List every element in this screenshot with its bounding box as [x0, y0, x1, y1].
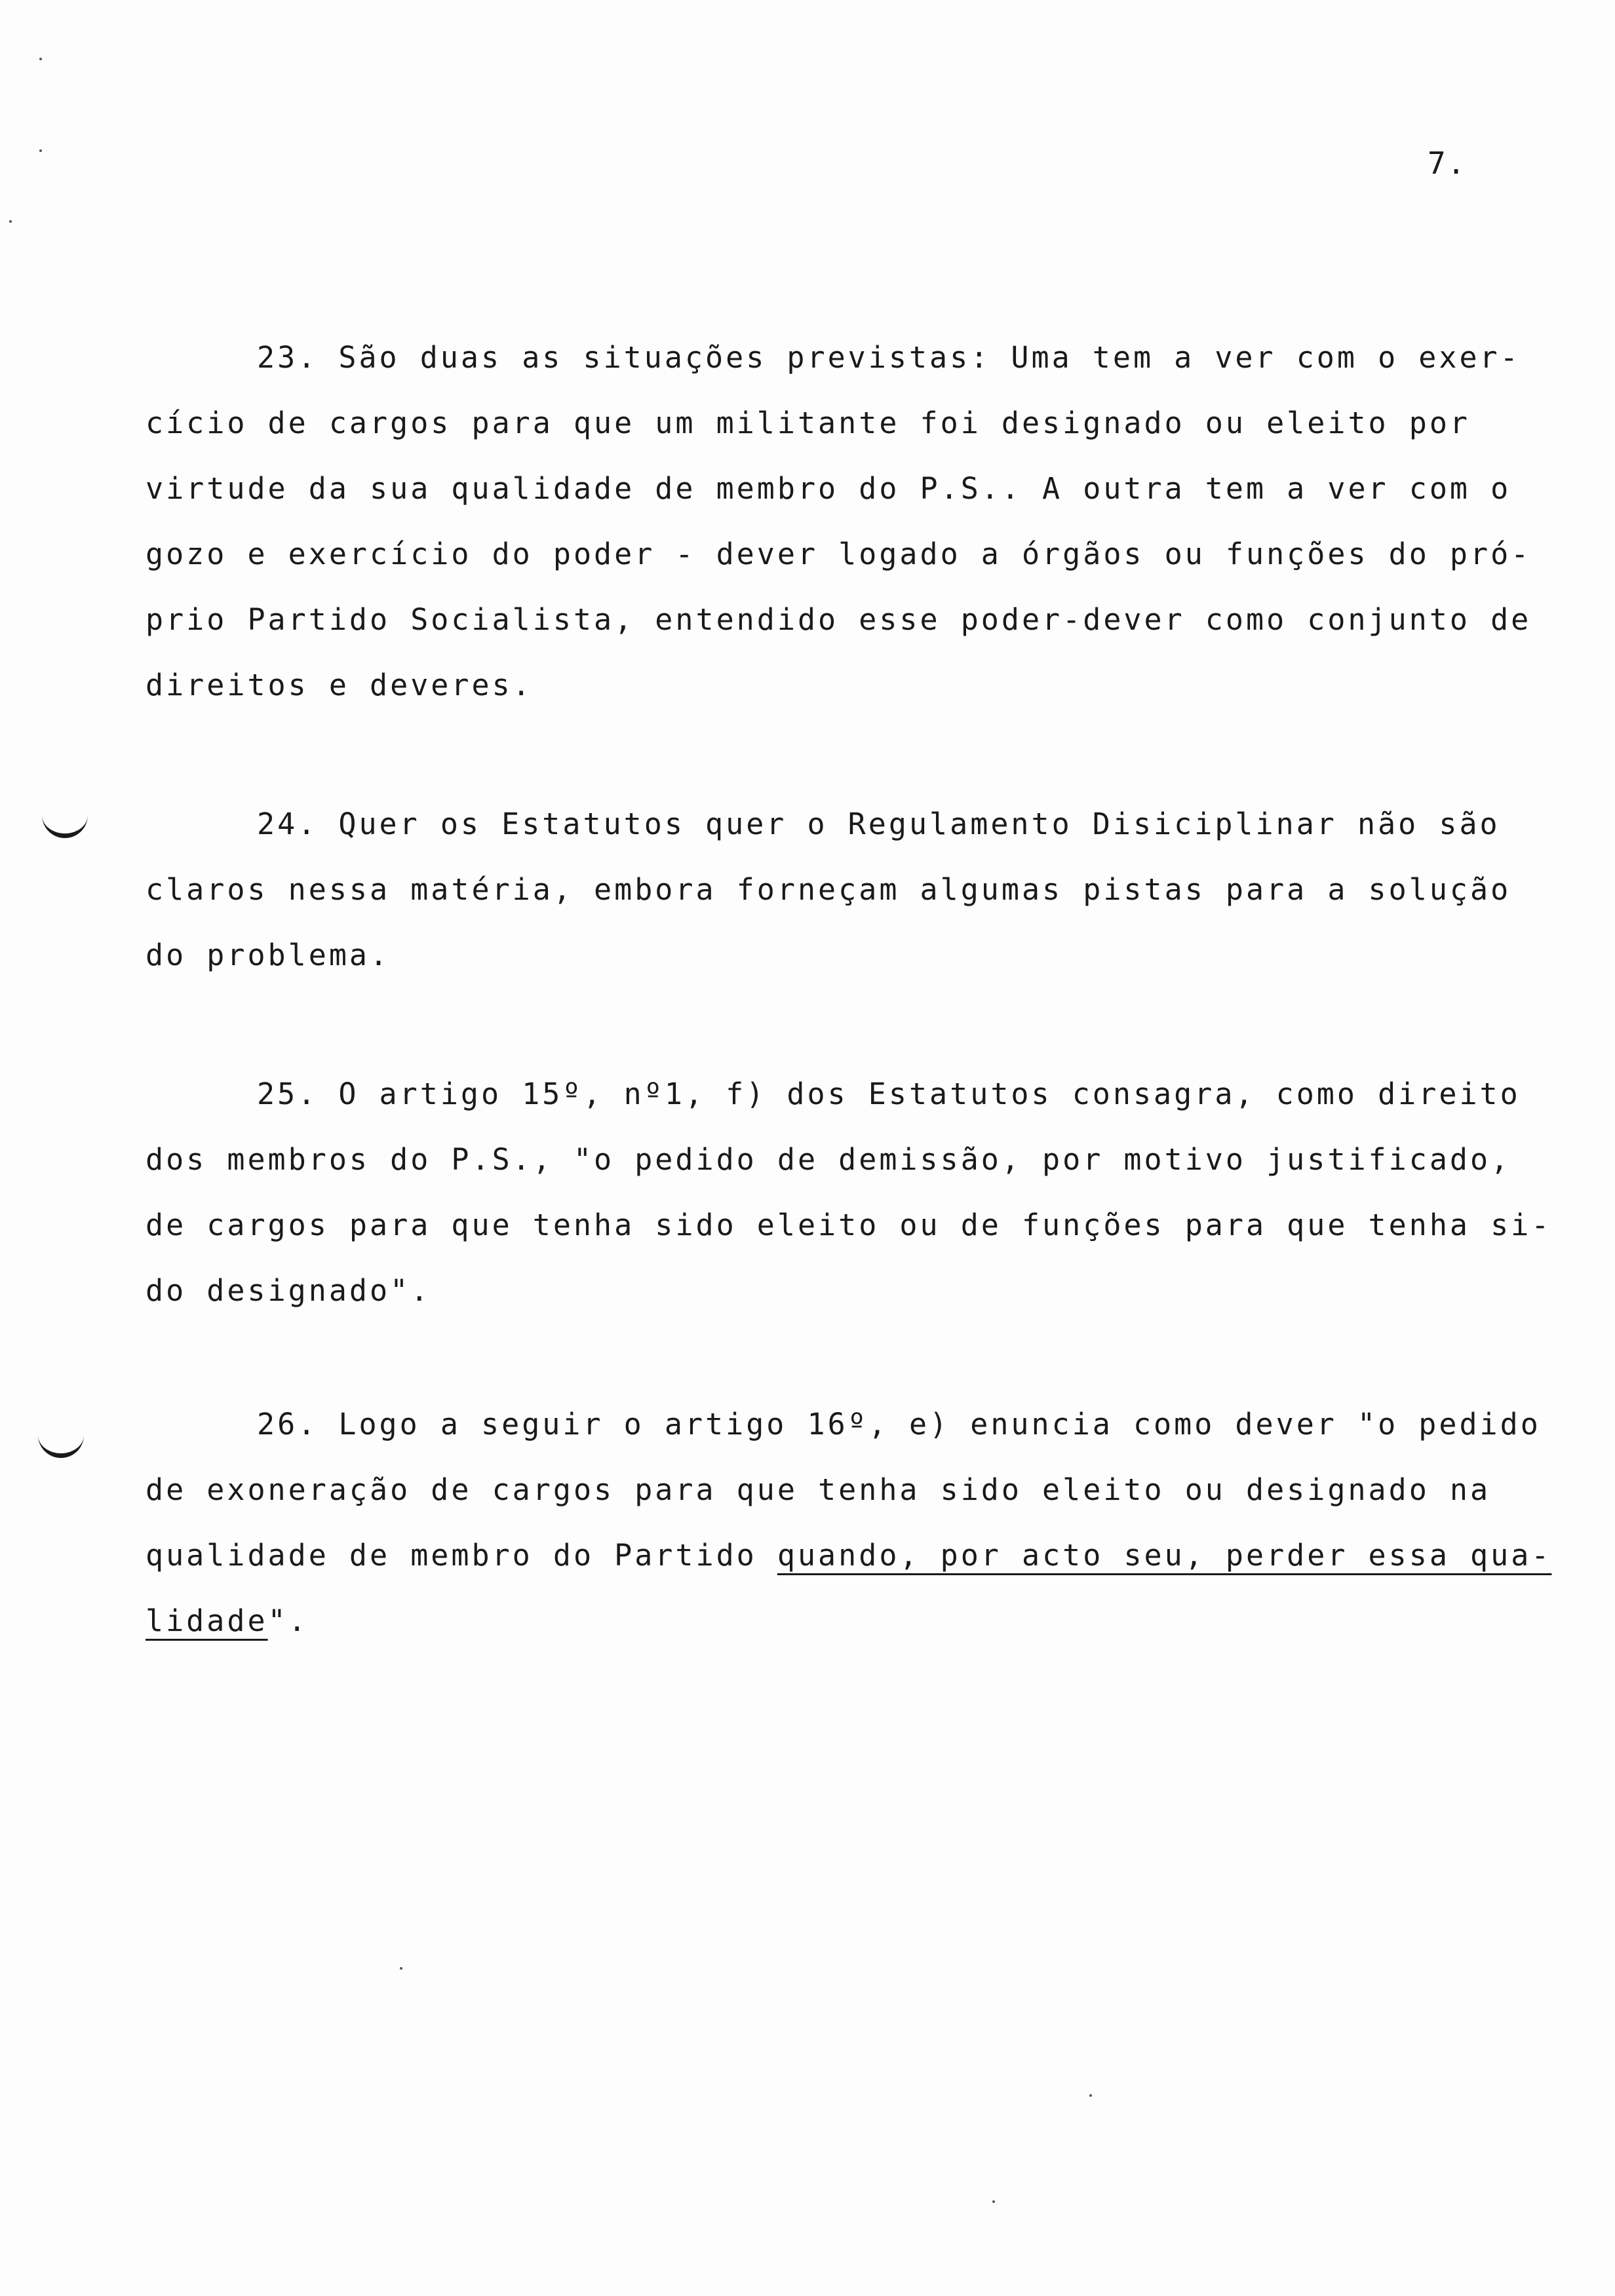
scan-speck: [1089, 2094, 1092, 2097]
text-line: 25. O artigo 15º, nº1, f) dos Estatutos consagra, como direito: [257, 1077, 1521, 1111]
text-line: direitos e deveres.: [146, 668, 533, 702]
text-line: do problema.: [146, 938, 391, 972]
text-line: gozo e exercício do poder - dever logado a órgãos ou funções do pró-: [146, 537, 1532, 571]
paragraph-23: [146, 325, 1555, 718]
text-line: do designado".: [146, 1273, 431, 1308]
scan-speck: [400, 1967, 402, 1970]
paragraph-24: [146, 792, 1555, 988]
text-line: [146, 1523, 1555, 1588]
punch-hole-mark: [38, 1427, 84, 1458]
text-segment: ".: [267, 1603, 309, 1638]
underlined-text: lidade: [146, 1603, 268, 1638]
scan-speck: [992, 2200, 995, 2203]
text-line: claros nessa matéria, embora forneçam algumas pistas para a solução: [146, 872, 1511, 907]
text-line: [146, 1588, 1555, 1654]
page-number: 7.: [1428, 145, 1467, 181]
punch-hole-mark: [42, 807, 88, 838]
paragraph-25: [146, 1062, 1555, 1324]
text-line: prio Partido Socialista, entendido esse poder-dever como conjunto de: [146, 602, 1532, 637]
text-line: 24. Quer os Estatutos quer o Regulamento Disiciplinar não são: [257, 807, 1500, 841]
paragraph-26: [146, 1392, 1555, 1654]
scan-speck: [39, 58, 42, 60]
text-line: cício de cargos para que um militante foi designado ou eleito por: [146, 406, 1470, 440]
text-line: virtude da sua qualidade de membro do P.S.. A outra tem a ver com o: [146, 471, 1511, 506]
scan-speck: [39, 149, 42, 152]
text-line: dos membros do P.S., "o pedido de demissão, por motivo justificado,: [146, 1142, 1511, 1177]
text-line: 23. São duas as situações previstas: Uma tem a ver com o exer-: [257, 340, 1521, 375]
text-line: de cargos para que tenha sido eleito ou de funções para que tenha si-: [146, 1208, 1552, 1242]
text-line: de exoneração de cargos para que tenha sido eleito ou designado na: [146, 1472, 1491, 1507]
scan-speck: [9, 220, 12, 223]
underlined-text: quando, por acto seu, perder essa qua-: [777, 1538, 1552, 1573]
text-line: 26. Logo a seguir o artigo 16º, e) enuncia como dever "o pedido: [257, 1407, 1541, 1442]
text-segment: qualidade de membro do Partido: [146, 1538, 777, 1573]
